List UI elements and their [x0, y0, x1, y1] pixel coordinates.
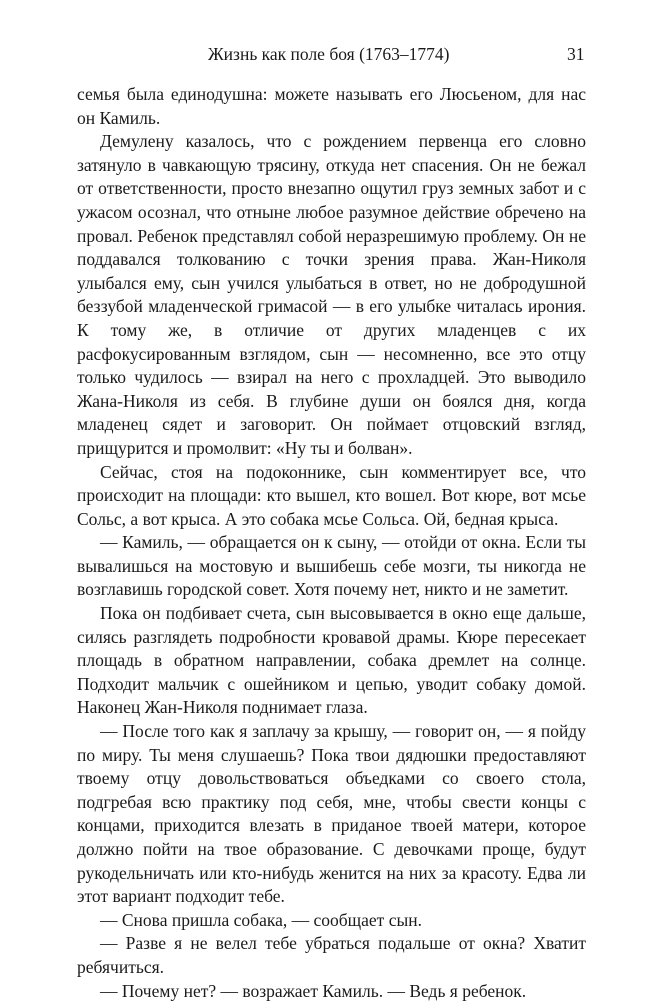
running-title: Жизнь как поле боя (1763–1774)	[208, 44, 450, 64]
body-text	[77, 83, 586, 1003]
running-head	[0, 44, 667, 68]
dialogue-paragraph: — Разве я не велел тебе убраться подальше от окна? Хватит ребячиться.	[77, 933, 586, 977]
dialogue-paragraph: — Снова пришла собака, — сообщает сын.	[100, 909, 422, 930]
paragraph: Сейчас, стоя на подоконнике, сын комментирует все, что происходит на площади: кто вышел, кто вошел. Вот кюре, вот мсье Сольс, а вот крыса. А это собака мсье Сольса. Ой, бедная крыса.	[77, 461, 586, 529]
dialogue-paragraph: — После того как я заплачу за крышу, — говорит он, — я пойду по миру. Ты меня слушаешь? Пока твои дядюшки предоставляют твоему отцу довольствоваться объедками со своего стола, подгребая всю практику под себя, мне, чтобы свести концы с концами, приходится влезать в приданое твоей матери, которое должно пойти на твое образование. С девочками проще, будут рукодельничать или кто-нибудь женится на них за красоту. Едва ли этот вариант подходит тебе.	[77, 721, 586, 907]
dialogue-paragraph: — Камиль, — обращается он к сыну, — отойди от окна. Если ты вывалишься на мостовую и вышибешь себе мозги, ты никогда не возглавишь городской совет. Хотя почему нет, никто и не заметит.	[77, 532, 586, 600]
paragraph-continuation: семья была единодушна: можете называть его Люсьеном, для нас он Камиль.	[77, 84, 586, 128]
paragraph: Демулену казалось, что с рождением первенца его словно затянуло в чавкающую трясину, откуда нет спасения. Он не бежал от ответственности, просто внезапно ощутил груз земных забот и с ужасом осознал, что отныне любое разумное действие обречено на провал. Ребенок представлял собой неразрешимую проблему. Он не поддавался толкованию с точки зрения права. Жан-Николя улыбался ему, сын учился улыбаться в ответ, но не добродушной беззубой младенческой гримасой — в его улыбке читалась ирония. К тому же, в отличие от других младенцев с их расфокусированным взглядом, сын — несомненно, все это отцу только чудилось — взирал на него с прохладцей. Это выводило Жана-Николя из себя. В глубине души он боялся дня, когда младенец сядет и заговорит. Он поймает отцовский взгляд, прищурится и промолвит: «Ну ты и болван».	[77, 131, 586, 458]
page-number: 31	[567, 44, 585, 64]
dialogue-paragraph: — Почему нет? — возражает Камиль. — Ведь я ребенок.	[100, 980, 527, 1001]
paragraph: Пока он подбивает счета, сын высовывается в окно еще дальше, силясь разглядеть подробности кровавой драмы. Кюре пересекает площадь в обратном направлении, собака дремлет на солнце. Подходит мальчик с ошейником и цепью, уводит собаку домой. Наконец Жан-Николя поднимает глаза.	[77, 603, 586, 718]
